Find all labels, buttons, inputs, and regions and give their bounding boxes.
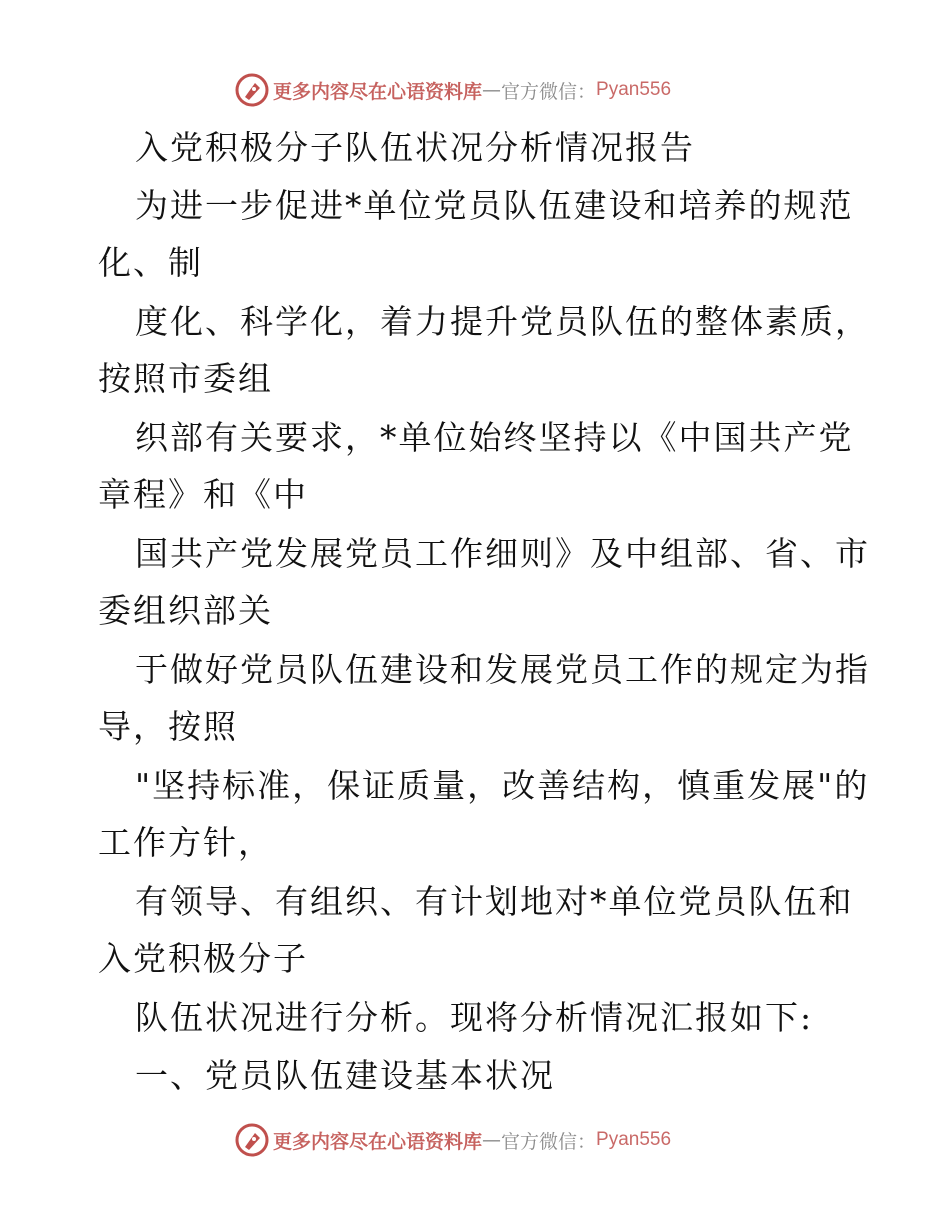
section-heading: 一、党员队伍建设基本状况 xyxy=(135,1056,555,1095)
watermark-text: 更多内容尽在心语资料库 xyxy=(273,80,483,103)
paragraph-line: 于做好党员队伍建设和发展党员工作的规定为指 xyxy=(135,650,870,689)
paragraph-line: 工作方针， xyxy=(98,823,273,862)
pen-nib-logo-icon xyxy=(235,1123,269,1157)
watermark-wechat-id: Pyan556 xyxy=(596,1129,672,1150)
paragraph-line: 度化、科学化，着力提升党员队伍的整体素质， xyxy=(135,302,870,341)
pen-nib-logo-icon xyxy=(235,73,269,107)
paragraph-line: 队伍状况进行分析。现将分析情况汇报如下: xyxy=(135,998,814,1037)
paragraph-line: 为进一步促进*单位党员队伍建设和培养的规范 xyxy=(135,186,854,225)
watermark-wechat-label: 官方微信： xyxy=(501,80,597,103)
paragraph-line: 织部有关要求，*单位始终坚持以《中国共产党 xyxy=(135,418,854,457)
watermark-wechat-id: Pyan556 xyxy=(596,79,672,100)
paragraph-line: 章程》和《中 xyxy=(98,475,308,514)
watermark-wechat-label: 官方微信： xyxy=(501,1130,597,1153)
paragraph-line: "坚持标准，保证质量，改善结构，慎重发展"的 xyxy=(135,766,870,805)
watermark-separator: — xyxy=(482,1129,502,1151)
paragraph-line: 导，按照 xyxy=(98,707,238,746)
paragraph-line: 化、制 xyxy=(98,243,203,282)
paragraph-line: 国共产党发展党员工作细则》及中组部、省、市 xyxy=(135,534,870,573)
paragraph-line: 委组织部关 xyxy=(98,591,273,630)
document-title: 入党积极分子队伍状况分析情况报告 xyxy=(135,128,695,167)
paragraph-line: 按照市委组 xyxy=(98,359,273,398)
watermark-banner-bottom xyxy=(235,1123,671,1157)
paragraph-line: 入党积极分子 xyxy=(98,939,308,978)
watermark-banner-top xyxy=(235,73,671,107)
paragraph-line: 有领导、有组织、有计划地对*单位党员队伍和 xyxy=(135,882,854,921)
watermark-separator: — xyxy=(482,79,502,101)
watermark-text: 更多内容尽在心语资料库 xyxy=(273,1130,483,1153)
